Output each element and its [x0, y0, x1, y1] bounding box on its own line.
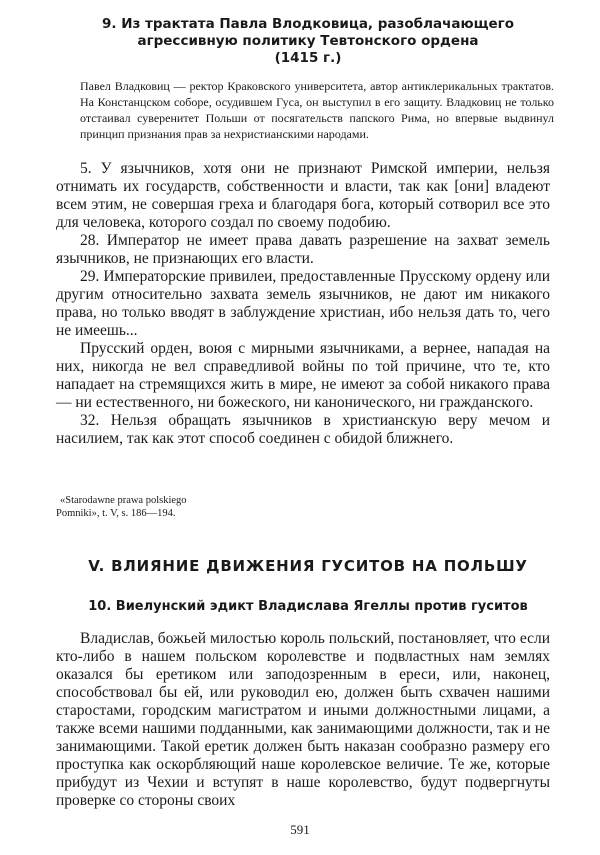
edict-paragraph: Владислав, божьей милостью король польский, постановляет, что если кто-либо в нашем польском королевстве и подвластных нам землях оказался бы еретиком или заподозренным в ереси, или, наконец, способствовал бы ей, или руководил ею, должен быть схвачен нашими старостами, городским магистратом и иными должностными лицами, а также всеми нашими подданными, как занимающими должности, так и не занимающими. Такой еретик должен быть наказан сообразно размеру его проступка как оскорбляющий наше королевское величие. Те же, которые прибудут из Чехии и вступят в наше королевство, будут подвергнуты проверке со стороны своих — [56, 630, 550, 809]
section-10-body — [56, 630, 550, 810]
paragraph-29: 29. Императорские привилеи, предоставленные Прусскому ордену или другим относительно захвата земель язычников, не дают им никакого права, но только вводят в заблуждение христиан, ибо нельзя дать то, чего не имеешь... — [56, 268, 550, 339]
source-citation-line-1: «Starodawne prawa polskiego — [60, 495, 187, 506]
chapter-title: V. ВЛИЯНИЕ ДВИЖЕНИЯ ГУСИТОВ НА ПОЛЬШУ — [88, 557, 528, 575]
section-9-intro: Павел Владковиц — ректор Краковского университета, автор антиклерикальных трактатов. На Констанцском соборе, осудившем Гуса, он выступил в его защиту. Владковиц не только отстаивал суверенитет Польши от посягательств папского Рима, но впервые выдвинул принцип признания прав за нехристианскими народами. — [80, 79, 554, 141]
paragraph-28: 28. Император не имеет права давать разрешение на захват земель язычников, не признающих его власти. — [56, 232, 550, 267]
paragraph-prussian-order: Прусский орден, воюя с мирными язычниками, а вернее, нападая на них, никогда не вел справедливой войны по той причине, что те, кто нападает на стремящихся жить в мире, не имеют за собой никакого права — ни естественного, ни божеского, ни канонического, ни гражданского. — [56, 340, 550, 411]
page-number: 591 — [290, 822, 310, 837]
section-9-title-line-2: агрессивную политику Тевтонского ордена — [137, 33, 479, 49]
section-9-title-line-1: 9. Из трактата Павла Влодковица, разоблачающего — [101, 16, 514, 32]
paragraph-5: 5. У язычников, хотя они не признают Римской империи, нельзя отнимать их государств, собственности и власти, так как [они] владеют всем этим, не совершая греха и благодаря бога, который сотворил все это для человека, которого создал по своему подобию. — [56, 160, 550, 231]
section-9-title-line-3: (1415 г.) — [274, 50, 342, 66]
section-9-body — [56, 160, 550, 448]
section-10-title: 10. Виелунский эдикт Владислава Ягеллы против гуситов — [88, 599, 528, 614]
paragraph-32: 32. Нельзя обращать язычников в христианскую веру мечом и насилием, так как этот способ соединен с обидой ближнего. — [56, 412, 550, 447]
source-citation — [56, 494, 296, 520]
section-9-title — [56, 16, 560, 67]
source-citation-line-2: Pomniki», t. V, s. 186—194. — [56, 508, 176, 519]
